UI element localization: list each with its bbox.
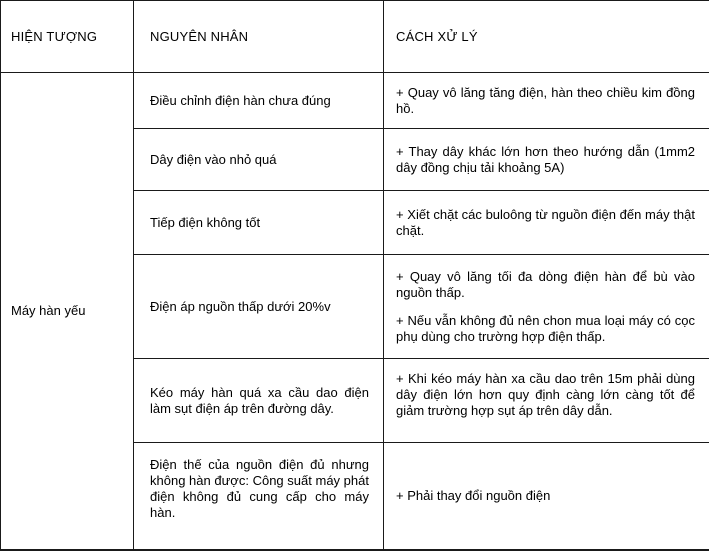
cause-cell: Điện thế của nguồn điện đủ nhưng không hàn được: Công suất máy phát điện không đủ cung cấp cho máy hàn. <box>134 443 384 550</box>
fix-cell <box>384 255 709 359</box>
header-cause: NGUYÊN NHÂN <box>134 1 384 73</box>
header-fix: CÁCH XỬ LÝ <box>384 1 709 73</box>
fix-cell <box>384 443 709 550</box>
table-header-row <box>1 1 709 73</box>
cause-cell: Tiếp điện không tốt <box>134 191 384 255</box>
fix-text: + Phải thay đổi nguồn điện <box>396 488 695 504</box>
fix-text: + Quay vô lăng tối đa dòng điện hàn để bù vào nguồn thấp. <box>396 269 695 301</box>
fix-text: + Thay dây khác lớn hơn theo hướng dẫn (1mm2 dây đồng chịu tải khoảng 5A) <box>396 144 695 176</box>
header-symptom: HIỆN TƯỢNG <box>1 1 134 73</box>
cause-cell: Dây điện vào nhỏ quá <box>134 129 384 191</box>
fix-cell <box>384 129 709 191</box>
fix-cell <box>384 191 709 255</box>
cause-cell: Điện áp nguồn thấp dưới 20%v <box>134 255 384 359</box>
symptom-cell: Máy hàn yếu <box>1 73 134 550</box>
fix-cell <box>384 359 709 443</box>
fix-text: + Quay vô lăng tăng điện, hàn theo chiều kim đồng hồ. <box>396 85 695 117</box>
fix-text: + Khi kéo máy hàn xa cầu dao trên 15m phải dùng dây điện lớn hơn quy định càng lớn càng tốt để giảm trường hợp sụt áp trên dây dẫn. <box>396 371 695 419</box>
table-row <box>1 73 709 129</box>
fix-text: + Xiết chặt các buloông từ nguồn điện đến máy thật chặt. <box>396 207 695 239</box>
cause-cell: Kéo máy hàn quá xa cầu dao điện làm sụt điện áp trên đường dây. <box>134 359 384 443</box>
cause-cell: Điều chỉnh điện hàn chưa đúng <box>134 73 384 129</box>
fix-text: + Nếu vẫn không đủ nên chon mua loại máy có cọc phụ dùng cho trường hợp điện thấp. <box>396 313 695 345</box>
fix-cell <box>384 73 709 129</box>
